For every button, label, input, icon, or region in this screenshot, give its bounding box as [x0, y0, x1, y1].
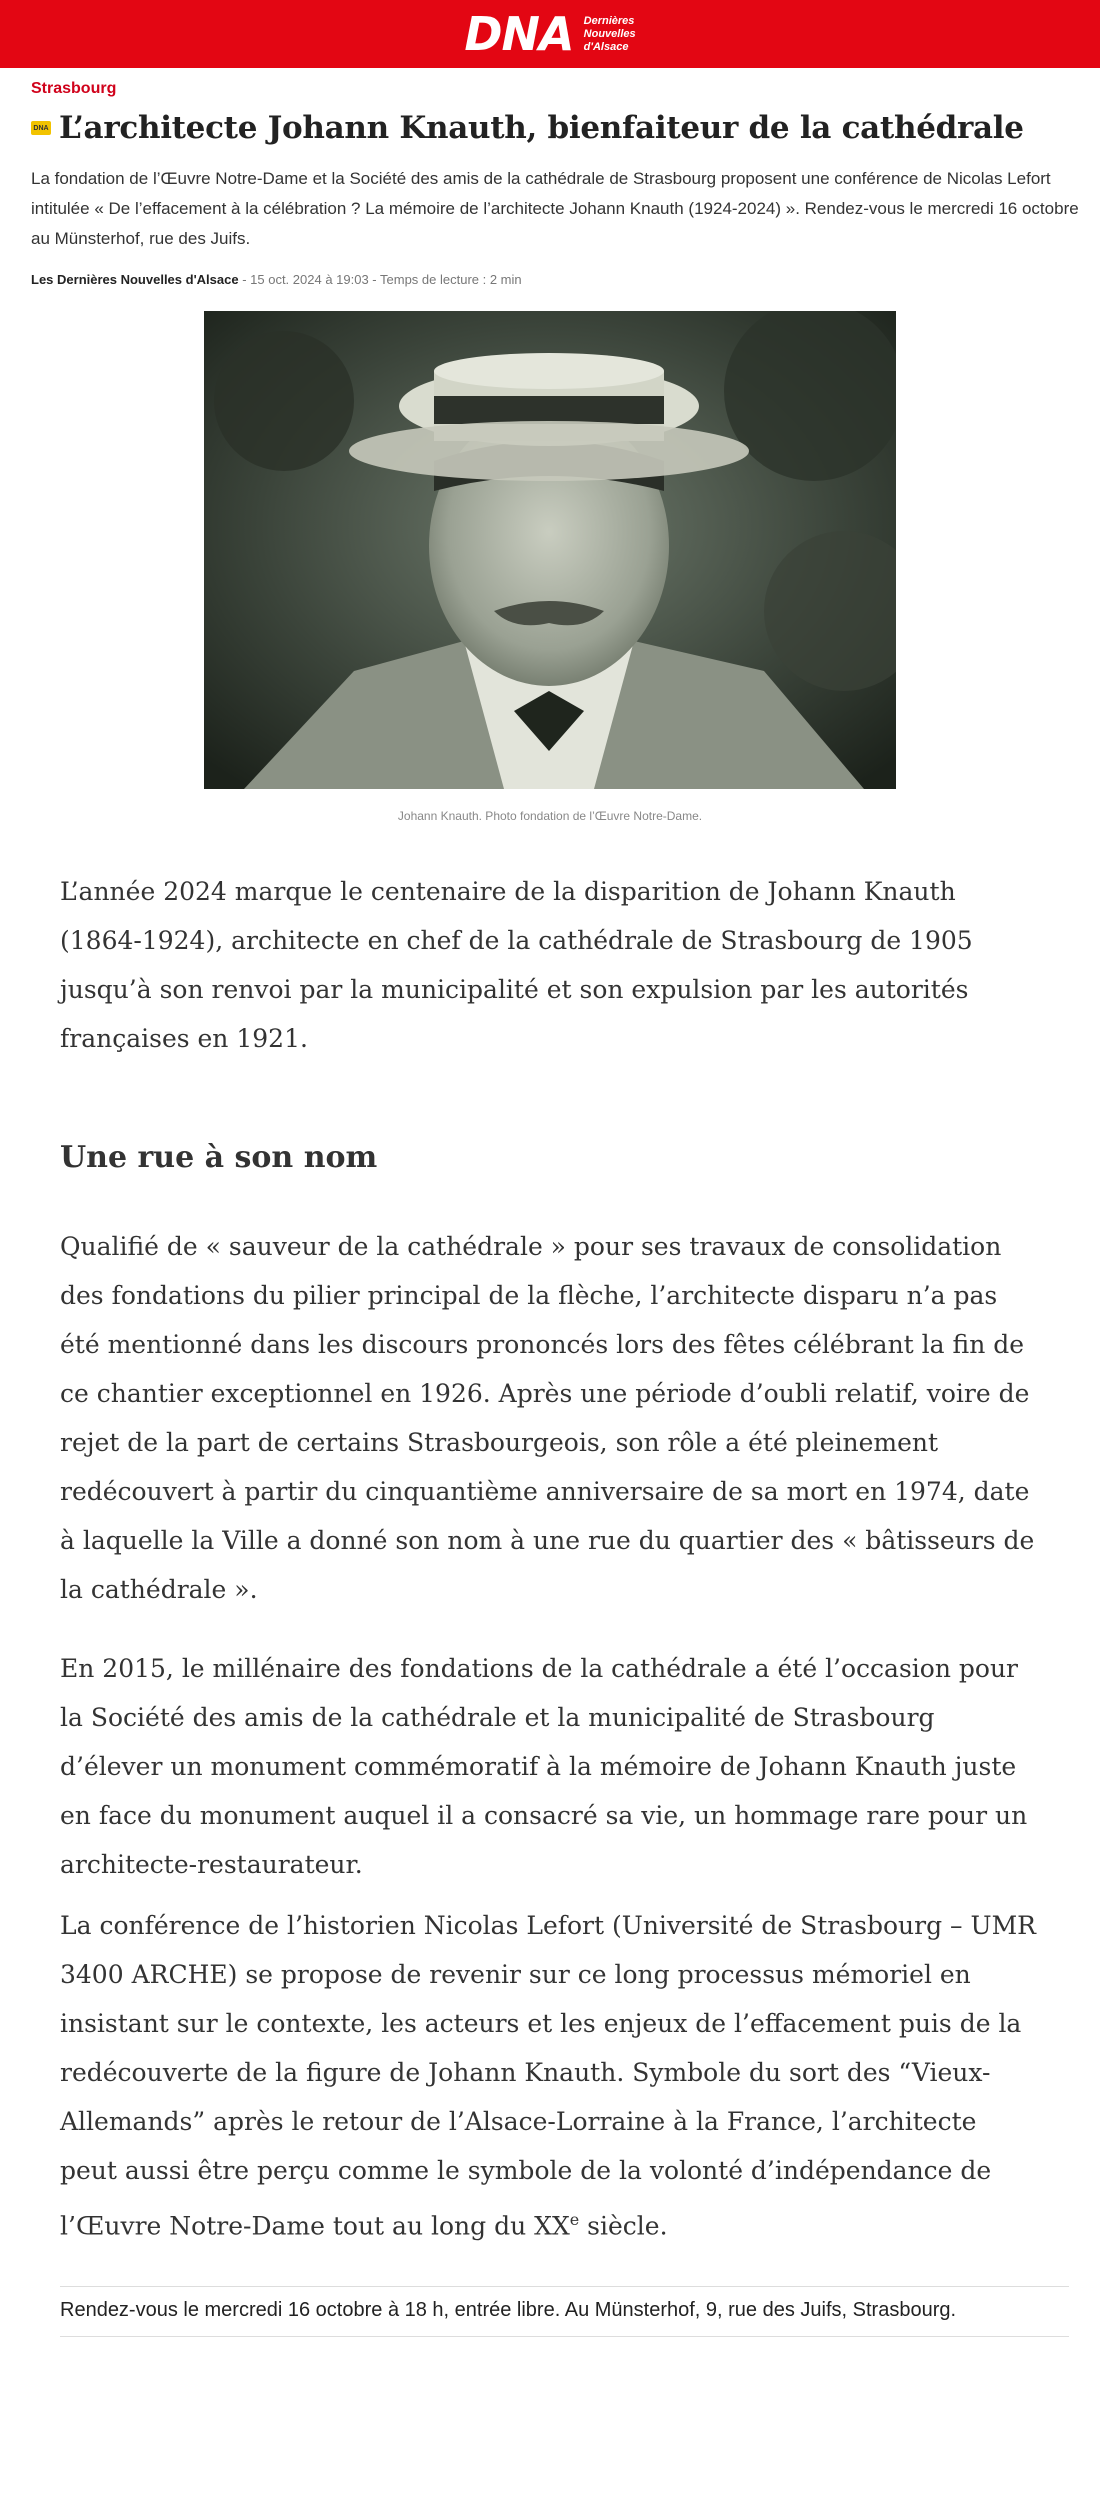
portrait-image [204, 311, 896, 789]
logo-mark: DNA [464, 7, 574, 61]
article-header [0, 80, 1100, 287]
section-link[interactable]: Strasbourg [31, 80, 117, 97]
logo-sub-line: Nouvelles [583, 27, 636, 40]
article-source: Les Dernières Nouvelles d'Alsace [31, 272, 239, 287]
paragraph-text-end: siècle. [579, 2211, 668, 2241]
title-row [31, 110, 1069, 146]
event-note: Rendez-vous le mercredi 16 octobre à 18 h, entrée libre. Au Münsterhof, 9, rue des Juifs, Strasbourg. [60, 2286, 1069, 2337]
logo-sub-line: d'Alsace [583, 40, 629, 53]
paragraph-text: La conférence de l’historien Nicolas Lefort (Université de Strasbourg – UMR 3400 ARCHE) se propose de revenir sur ce long processus mémoriel en insistant sur le contexte, les acteurs et les enjeux de l’effacement puis de la redécouverte de la figure de Johann Knauth. Symbole du sort des “Vieux-Allemands” après le retour de l’Alsace-Lorraine à la France, l’architecte peut aussi être perçu comme le symbole de la volonté d’indépendance de l’Œuvre Notre-Dame tout au long du XX [60, 1911, 1036, 2241]
body-paragraph: En 2015, le millénaire des fondations de la cathédrale a été l’occasion pour la Société des amis de la cathédrale et la municipalité de Strasbourg d’élever un monument commémoratif à la mémoire de Johann Knauth juste en face du monument auquel il a consacré sa vie, un hommage rare pour un architecte-restaurateur. [60, 1654, 1028, 1879]
logo-subtitle [584, 15, 636, 54]
article-meta [31, 272, 1069, 287]
body-paragraph [60, 1901, 1040, 2250]
body-paragraph: Qualifié de « sauveur de la cathédrale » pour ses travaux de consolidation des fondations du pilier principal de la flèche, l’architecte disparu n’a pas été mentionné dans les discours prononcés lors des fêtes célébrant la fin de ce chantier exceptionnel en 1926. Après une période d’oubli relatif, voire de rejet de la part de certains Strasbourgeois, son rôle a été pleinement redécouvert à partir du cinquantième anniversaire de sa mort en 1974, date à laquelle la Ville a donné son nom à une rue du quartier des « bâtisseurs de la cathédrale ». [60, 1232, 1035, 1604]
dna-logo[interactable] [464, 7, 635, 61]
article-photo [204, 311, 896, 789]
photo-caption: Johann Knauth. Photo fondation de l’Œuvre Notre-Dame. [397, 809, 703, 823]
superscript: e [569, 2210, 580, 2229]
dna-mini-logo-icon: DNA [31, 121, 51, 135]
article-lead: La fondation de l’Œuvre Notre-Dame et la Société des amis de la cathédrale de Strasbourg proposent une conférence de Nicolas Lefort intitulée « De l’effacement à la célébration ? La mémoire de l’architecte Johann Knauth (1924-2024) ». Rendez-vous le mercredi 16 octobre au Münsterhof, rue des Juifs. [31, 169, 1079, 248]
article-date: - 15 oct. 2024 à 19:03 - Temps de lecture : 2 min [238, 272, 522, 287]
logo-sub-line: Dernières [583, 14, 635, 27]
article-title: L’architecte Johann Knauth, bienfaiteur de la cathédrale [59, 110, 1024, 146]
article-body [0, 867, 1100, 2250]
subheading: Une rue à son nom [60, 1140, 378, 1175]
intro-paragraph: L’année 2024 marque le centenaire de la disparition de Johann Knauth (1864-1924), architecte en chef de la cathédrale de Strasbourg de 1905 jusqu’à son renvoi par la municipalité et son expulsion par les autorités françaises en 1921. [60, 877, 973, 1053]
site-header [0, 0, 1100, 68]
